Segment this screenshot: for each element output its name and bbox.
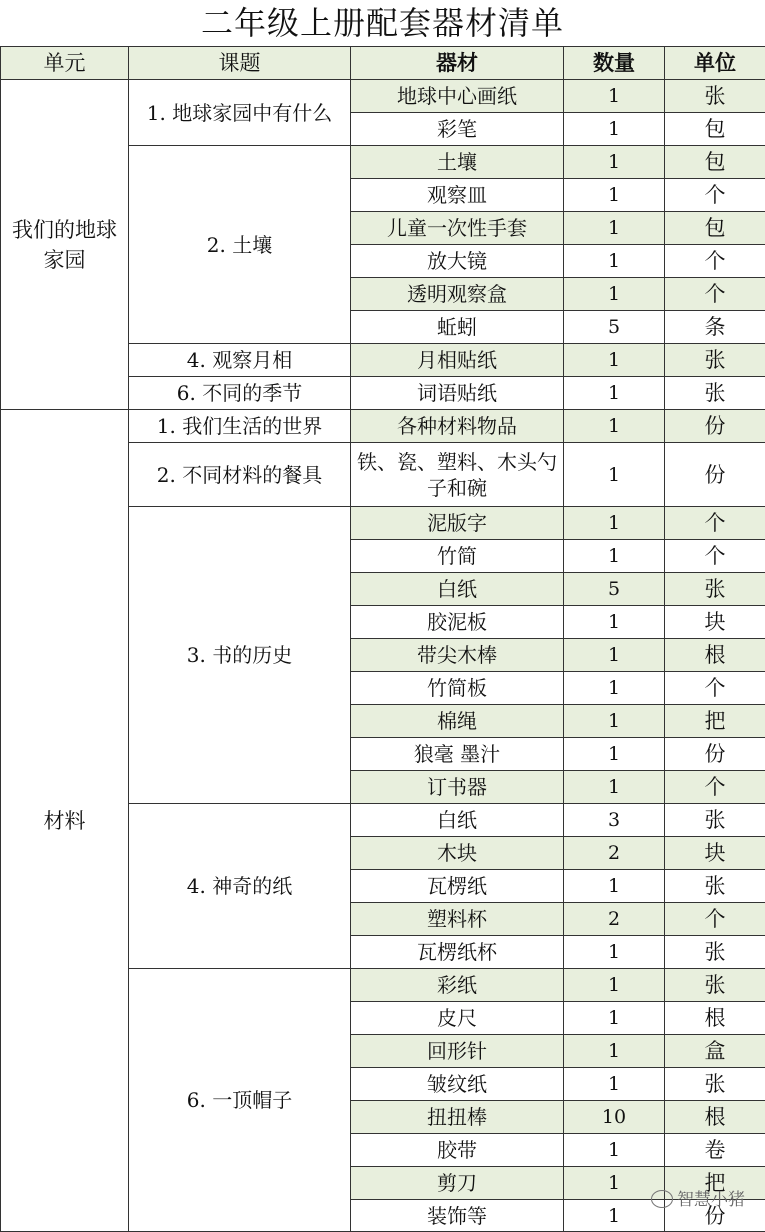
quantity-cell: 1: [564, 1002, 665, 1035]
measure-cell: 张: [665, 870, 765, 903]
material-cell: 竹简板: [351, 672, 564, 705]
quantity-cell: 1: [564, 639, 665, 672]
material-cell: 回形针: [351, 1035, 564, 1068]
material-cell: 各种材料物品: [351, 410, 564, 443]
quantity-cell: 1: [564, 146, 665, 179]
quantity-cell: 5: [564, 573, 665, 606]
quantity-cell: 1: [564, 410, 665, 443]
material-cell: 扭扭棒: [351, 1101, 564, 1134]
watermark-text: 智慧小猪: [677, 1190, 745, 1210]
table-row: [1, 410, 765, 443]
quantity-cell: 1: [564, 1035, 665, 1068]
measure-cell: 张: [665, 377, 765, 410]
measure-cell: 块: [665, 837, 765, 870]
material-cell: 竹简: [351, 540, 564, 573]
quantity-cell: 1: [564, 113, 665, 146]
material-cell: 皮尺: [351, 1002, 564, 1035]
material-cell: 蚯蚓: [351, 311, 564, 344]
measure-cell: 根: [665, 1002, 765, 1035]
quantity-cell: 1: [564, 212, 665, 245]
lesson-cell: 4. 神奇的纸: [129, 804, 351, 969]
material-cell: 装饰等: [351, 1200, 564, 1232]
equipment-table: [0, 46, 765, 1232]
quantity-cell: 1: [564, 705, 665, 738]
measure-cell: 张: [665, 80, 765, 113]
material-cell: 儿童一次性手套: [351, 212, 564, 245]
quantity-cell: 1: [564, 377, 665, 410]
material-cell: 土壤: [351, 146, 564, 179]
watermark: [651, 1185, 745, 1210]
material-cell: 白纸: [351, 804, 564, 837]
measure-cell: 把: [665, 1167, 765, 1200]
quantity-cell: 1: [564, 278, 665, 311]
material-cell: 狼毫 墨汁: [351, 738, 564, 771]
material-cell: 透明观察盒: [351, 278, 564, 311]
quantity-cell: 1: [564, 672, 665, 705]
table-row: [1, 80, 765, 113]
quantity-cell: 1: [564, 507, 665, 540]
material-cell: 瓦楞纸杯: [351, 936, 564, 969]
quantity-cell: 1: [564, 1134, 665, 1167]
measure-cell: 个: [665, 278, 765, 311]
measure-cell: 张: [665, 1068, 765, 1101]
quantity-cell: 1: [564, 936, 665, 969]
lesson-cell: 3. 书的历史: [129, 507, 351, 804]
quantity-cell: 5: [564, 311, 665, 344]
quantity-cell: 1: [564, 738, 665, 771]
measure-cell: 份: [665, 738, 765, 771]
measure-cell: 个: [665, 903, 765, 936]
measure-cell: 个: [665, 771, 765, 804]
measure-cell: 份: [665, 443, 765, 507]
lesson-cell: 6. 一顶帽子: [129, 969, 351, 1232]
measure-cell: 包: [665, 146, 765, 179]
measure-cell: 根: [665, 639, 765, 672]
measure-cell: 个: [665, 245, 765, 278]
unit-cell: 我们的地球家园: [1, 80, 129, 410]
material-cell: 放大镜: [351, 245, 564, 278]
measure-cell: 个: [665, 179, 765, 212]
quantity-cell: 2: [564, 837, 665, 870]
measure-cell: 份: [665, 410, 765, 443]
measure-cell: 个: [665, 672, 765, 705]
material-cell: 带尖木棒: [351, 639, 564, 672]
measure-cell: 把: [665, 705, 765, 738]
measure-cell: 张: [665, 344, 765, 377]
lesson-cell: 2. 土壤: [129, 146, 351, 344]
header-quantity: 数量: [564, 47, 665, 80]
lesson-cell: 1. 地球家园中有什么: [129, 80, 351, 146]
quantity-cell: 1: [564, 969, 665, 1002]
measure-cell: 张: [665, 573, 765, 606]
material-cell: 地球中心画纸: [351, 80, 564, 113]
lesson-cell: 2. 不同材料的餐具: [129, 443, 351, 507]
table-header-row: [1, 47, 765, 80]
quantity-cell: 1: [564, 1068, 665, 1101]
material-cell: 铁、瓷、塑料、木头勺子和碗: [351, 443, 564, 507]
measure-cell: 份: [665, 1200, 765, 1232]
header-material: 器材: [351, 47, 564, 80]
unit-cell: 材料: [1, 410, 129, 1232]
quantity-cell: 1: [564, 1167, 665, 1200]
material-cell: 观察皿: [351, 179, 564, 212]
material-cell: 塑料杯: [351, 903, 564, 936]
quantity-cell: 1: [564, 870, 665, 903]
quantity-cell: 2: [564, 903, 665, 936]
quantity-cell: 1: [564, 245, 665, 278]
header-unit: 单元: [1, 47, 129, 80]
lesson-cell: 1. 我们生活的世界: [129, 410, 351, 443]
measure-cell: 块: [665, 606, 765, 639]
material-cell: 剪刀: [351, 1167, 564, 1200]
material-cell: 订书器: [351, 771, 564, 804]
lesson-cell: 6. 不同的季节: [129, 377, 351, 410]
material-cell: 泥版字: [351, 507, 564, 540]
measure-cell: 条: [665, 311, 765, 344]
measure-cell: 张: [665, 804, 765, 837]
lesson-cell: 4. 观察月相: [129, 344, 351, 377]
quantity-cell: 1: [564, 1200, 665, 1232]
quantity-cell: 1: [564, 80, 665, 113]
material-cell: 月相贴纸: [351, 344, 564, 377]
measure-cell: 包: [665, 113, 765, 146]
quantity-cell: 10: [564, 1101, 665, 1134]
measure-cell: 张: [665, 936, 765, 969]
material-cell: 彩笔: [351, 113, 564, 146]
material-cell: 白纸: [351, 573, 564, 606]
quantity-cell: 1: [564, 443, 665, 507]
measure-cell: 张: [665, 969, 765, 1002]
quantity-cell: 3: [564, 804, 665, 837]
quantity-cell: 1: [564, 179, 665, 212]
quantity-cell: 1: [564, 540, 665, 573]
measure-cell: 个: [665, 507, 765, 540]
material-cell: 棉绳: [351, 705, 564, 738]
page-title: 二年级上册配套器材清单: [200, 4, 564, 42]
material-cell: 彩纸: [351, 969, 564, 1002]
material-cell: 木块: [351, 837, 564, 870]
measure-cell: 盒: [665, 1035, 765, 1068]
wechat-icon: [651, 1190, 673, 1208]
material-cell: 瓦楞纸: [351, 870, 564, 903]
quantity-cell: 1: [564, 771, 665, 804]
header-measure: 单位: [665, 47, 765, 80]
header-lesson: 课题: [129, 47, 351, 80]
table-body: [1, 80, 765, 1232]
material-cell: 胶泥板: [351, 606, 564, 639]
measure-cell: 个: [665, 540, 765, 573]
material-cell: 词语贴纸: [351, 377, 564, 410]
measure-cell: 卷: [665, 1134, 765, 1167]
quantity-cell: 1: [564, 606, 665, 639]
material-cell: 皱纹纸: [351, 1068, 564, 1101]
measure-cell: 包: [665, 212, 765, 245]
material-cell: 胶带: [351, 1134, 564, 1167]
measure-cell: 根: [665, 1101, 765, 1134]
quantity-cell: 1: [564, 344, 665, 377]
